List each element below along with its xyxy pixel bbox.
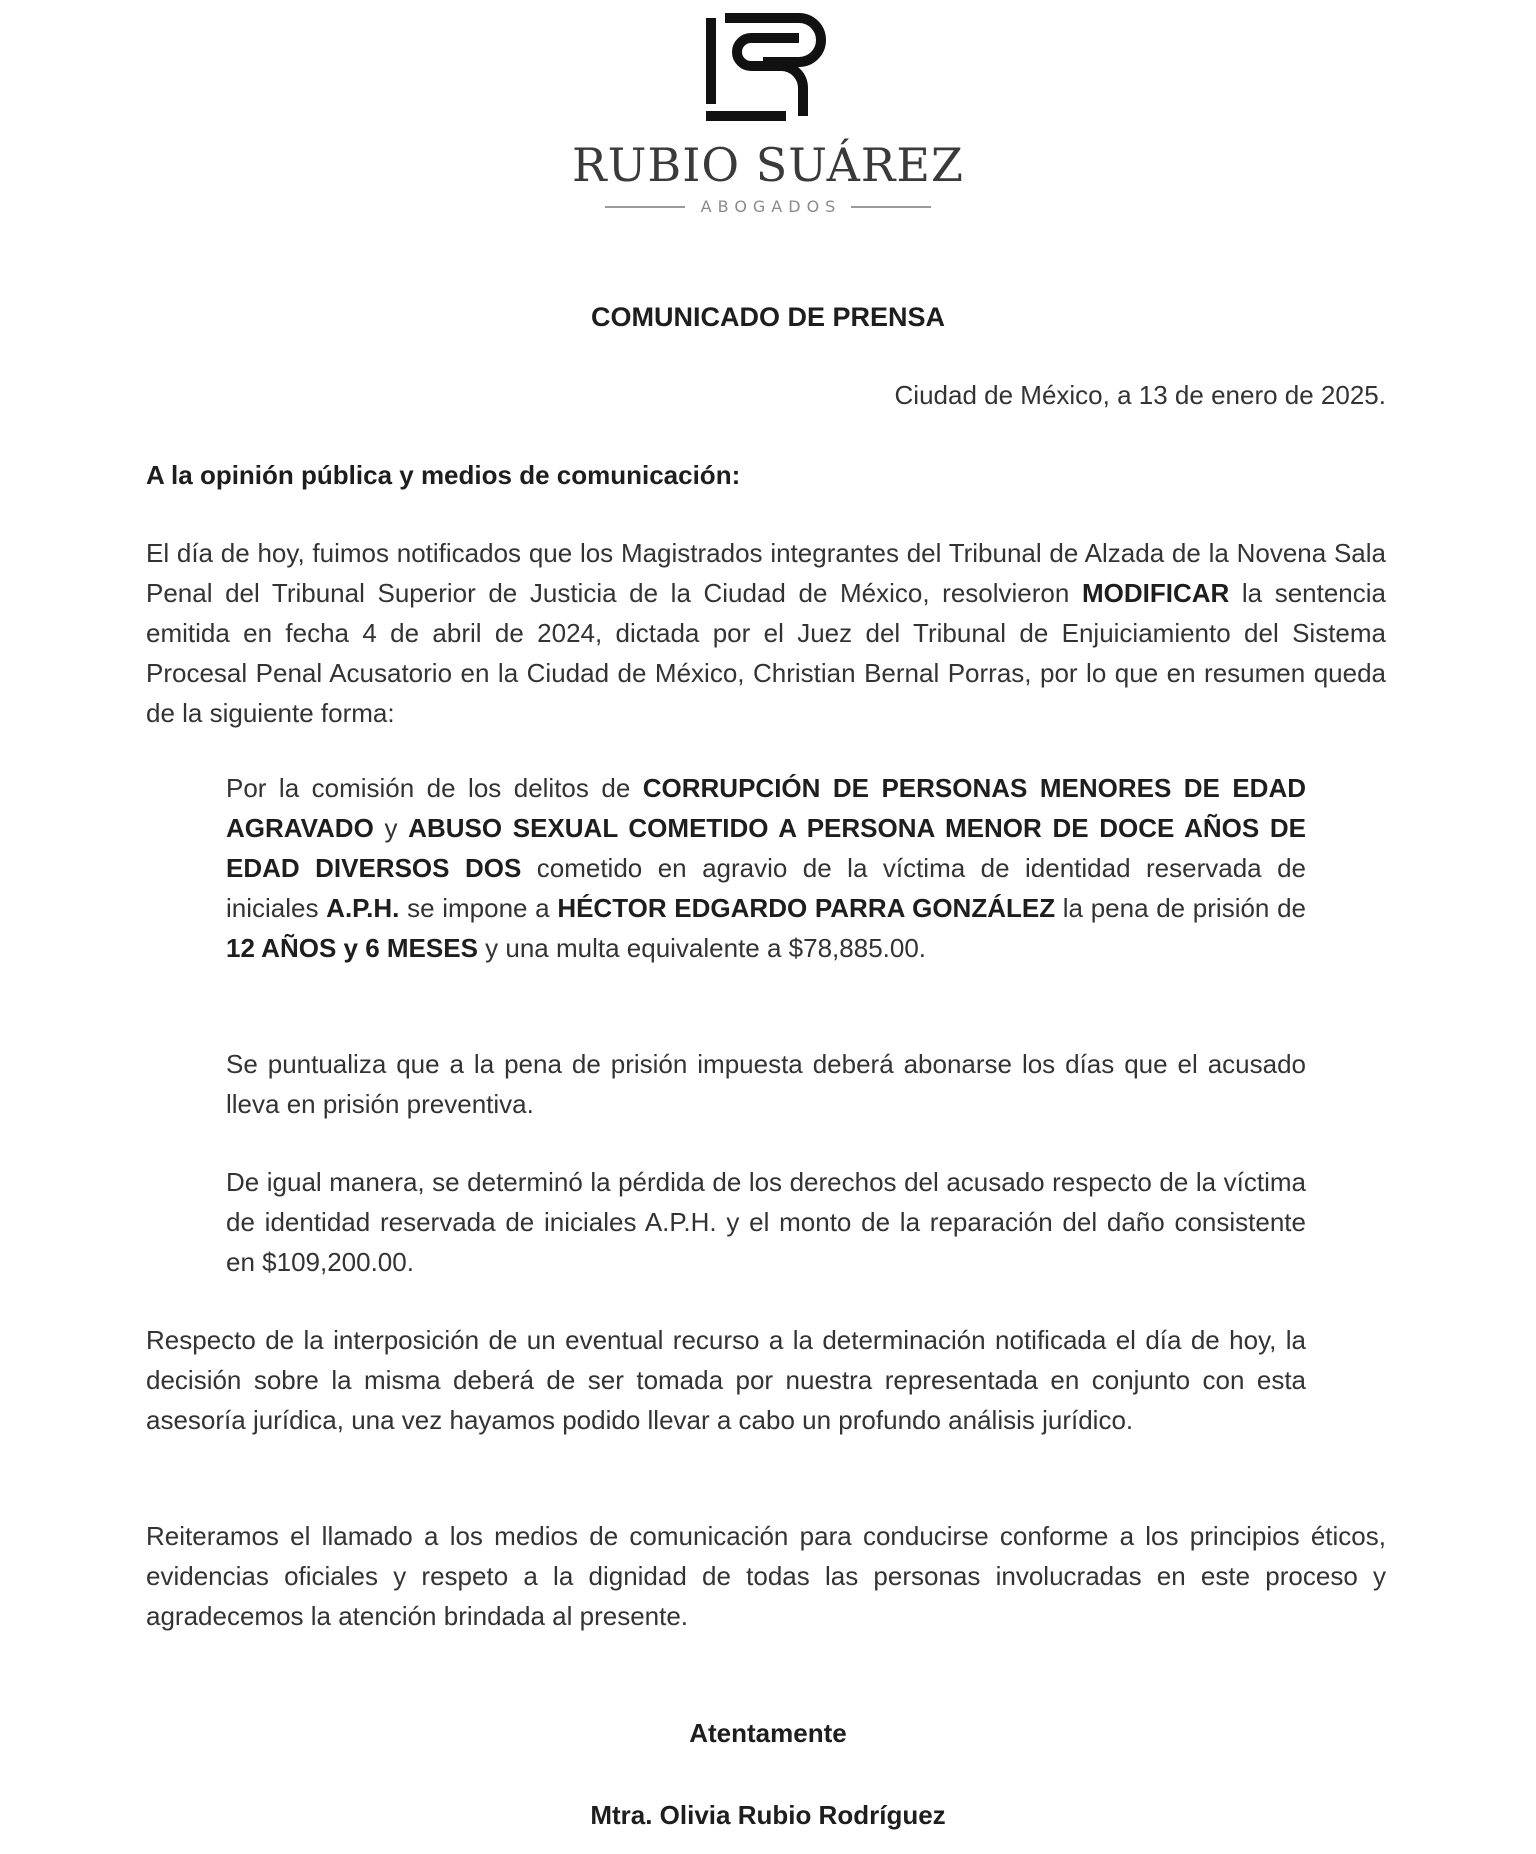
bold-text-run: MODIFICAR (1081, 578, 1230, 608)
text-run: y (373, 813, 409, 843)
text-run: y una multa equivalente a $78,885.00. (477, 933, 927, 963)
paragraph-sentence (226, 768, 1306, 968)
firm-subtitle: ABOGADOS (700, 197, 842, 216)
paragraph-media-call: Reiteramos el llamado a los medios de comunicación para conducirse conforme a los principios éticos, evidencias oficiales y respeto a la dignidad de todas las personas involucradas en este proceso y agradecemos la atención brindada al presente. (146, 1521, 1386, 1631)
divider-line-right (851, 206, 931, 208)
text-run: se impone a (399, 893, 558, 923)
text-run: la pena de prisión de (1055, 893, 1306, 923)
paragraph-resolution (146, 533, 1386, 733)
firm-name: RUBIO SUÁREZ (572, 138, 964, 192)
rs-monogram-icon (703, 12, 831, 124)
closing: Atentamente (689, 1718, 847, 1748)
bold-text-run: 12 AÑOS y 6 MESES (226, 933, 478, 963)
text-run: Por la comisión de los delitos de (226, 773, 643, 803)
bold-text-run: A.P.H. (326, 893, 400, 923)
text-run: cometido en agravio de la víctima de identidad reservada de iniciales (226, 853, 1307, 923)
paragraph-appeal: Respecto de la interposición de un eventual recurso a la determinación notificada el día de hoy, la decisión sobre la misma deberá de ser tomada por nuestra representada en conjunto con esta asesoría jurídica, una vez hayamos podido llevar a cabo un profundo análisis jurídico. (146, 1325, 1306, 1435)
bold-text-run: CORRUPCIÓN DE PERSONAS MENORES DE EDAD AGRAVADO (226, 773, 1307, 843)
bold-text-run: HÉCTOR EDGARDO PARRA GONZÁLEZ (557, 893, 1056, 923)
paragraph-preventive-detention: Se puntualiza que a la pena de prisión impuesta deberá abonarse los días que el acusado lleva en prisión preventiva. (226, 1049, 1306, 1119)
paragraph-rights-loss: De igual manera, se determinó la pérdida de los derechos del acusado respecto de la víctima de identidad reservada de iniciales A.P.H. y el monto de la reparación del daño consistente en $109,200.00. (226, 1167, 1306, 1277)
bold-text-run: ABUSO SEXUAL COMETIDO A PERSONA MENOR DE DOCE AÑOS DE EDAD DIVERSOS DOS (226, 813, 1306, 883)
firm-subtitle-row (0, 196, 1536, 218)
divider-line-left (605, 206, 685, 208)
salutation: A la opinión pública y medios de comunicación: (146, 460, 741, 490)
signer-name: Mtra. Olivia Rubio Rodríguez (590, 1800, 946, 1830)
text-run: la sentencia emitida en fecha 4 de abril de 2024, dictada por el Juez del Tribunal de Enjuiciamiento del Sistema Procesal Penal Acusatorio en la Ciudad de México, Christian Bernal Porras, por lo que en resumen queda de la siguiente forma: (146, 578, 1387, 728)
text-run: El día de hoy, fuimos notificados que los Magistrados integrantes del Tribunal de Alzada de la Novena Sala Penal del Tribunal Superior de Justicia de la Ciudad de México, resolvieron (146, 538, 1386, 608)
firm-logo (0, 0, 1536, 225)
dateline: Ciudad de México, a 13 de enero de 2025. (894, 380, 1386, 410)
document-title: COMUNICADO DE PRENSA (590, 302, 946, 332)
